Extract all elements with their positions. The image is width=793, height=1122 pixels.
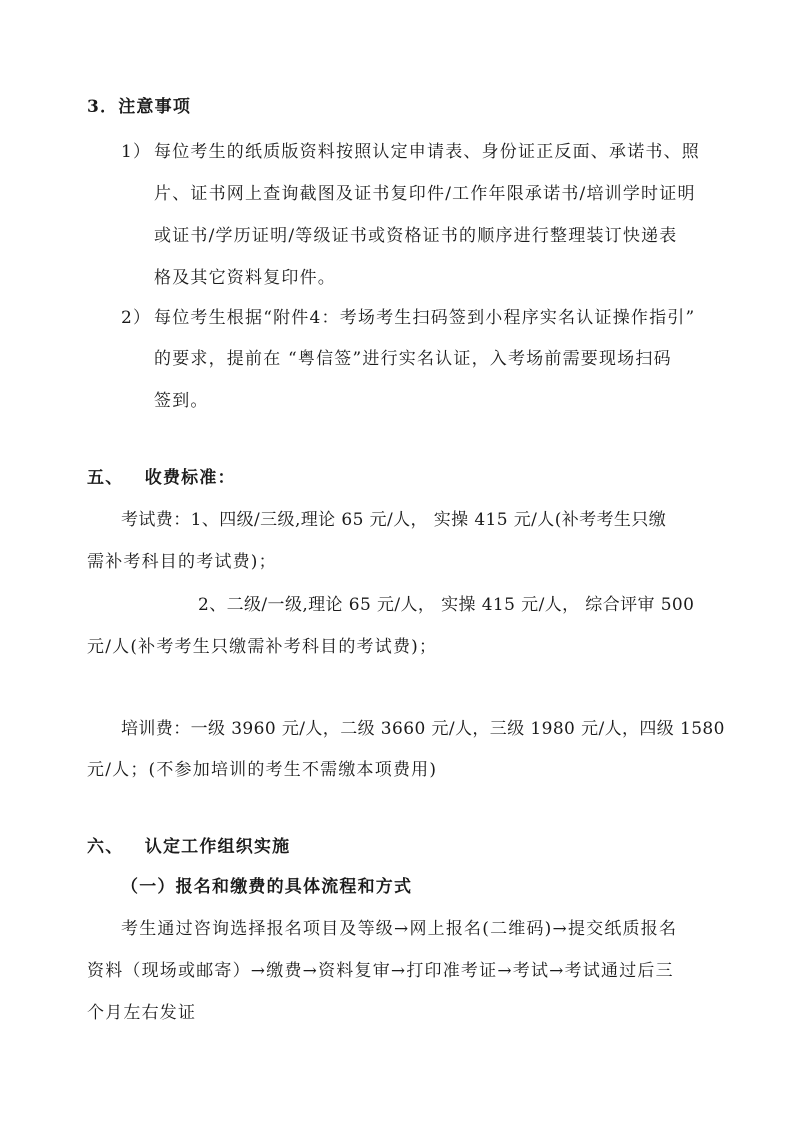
exam-fee-line-2: 需补考科目的考试费)； bbox=[87, 552, 277, 572]
section-6-heading: 六、 认定工作组织实施 bbox=[87, 837, 291, 857]
item-1-line-4: 格及其它资料复印件。 bbox=[154, 268, 336, 288]
item-2-line-2: 的要求，提前在 “粤信签”进行实名认证，入考场前需要现场扫码 bbox=[154, 349, 672, 369]
item-2-line-3: 签到。 bbox=[154, 391, 209, 411]
flow-line-1: 考生通过咨询选择报名项目及等级→网上报名(二维码)→提交纸质报名 bbox=[121, 919, 678, 939]
exam-fee-line-1: 考试费：1、四级/三级,理论 65 元/人， 实操 415 元/人(补考考生只缴 bbox=[121, 510, 667, 530]
training-fee-line-2: 元/人；(不参加培训的考生不需缴本项费用) bbox=[87, 760, 438, 780]
item-1-line-3: 或证书/学历证明/等级证书或资格证书的顺序进行整理装订快递表 bbox=[154, 226, 678, 246]
section-3-heading: 3．注意事项 bbox=[87, 97, 192, 117]
section-6-subheading: （一）报名和缴费的具体流程和方式 bbox=[121, 877, 413, 897]
item-1-line-2: 片、证书网上查询截图及证书复印件/工作年限承诺书/培训学时证明 bbox=[154, 184, 696, 204]
section-5-heading: 五、 收费标准： bbox=[87, 468, 236, 488]
exam-fee-line-4: 元/人(补考考生只缴需补考科目的考试费)； bbox=[87, 637, 438, 657]
item-1-line-1: 每位考生的纸质版资料按照认定申请表、身份证正反面、承诺书、照 bbox=[154, 142, 700, 162]
training-fee-line-1: 培训费：一级 3960 元/人，二级 3660 元/人，三级 1980 元/人，四级 1580 bbox=[121, 719, 725, 739]
item-1-marker: 1） bbox=[121, 142, 152, 162]
exam-fee-line-3: 2、二级/一级,理论 65 元/人， 实操 415 元/人， 综合评审 500 bbox=[198, 595, 695, 615]
flow-line-3: 个月左右发证 bbox=[87, 1003, 197, 1023]
flow-line-2: 资料（现场或邮寄）→缴费→资料复审→打印准考证→考试→考试通过后三 bbox=[87, 961, 674, 981]
item-2-marker: 2） bbox=[121, 308, 152, 328]
item-2-line-1: 每位考生根据“附件4：考场考生扫码签到小程序实名认证操作指引” bbox=[154, 308, 696, 328]
